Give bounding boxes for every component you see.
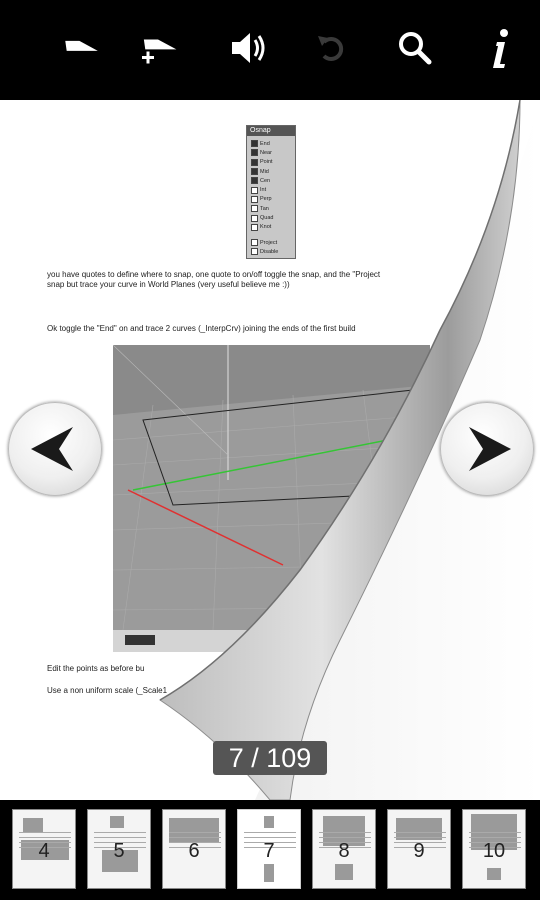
thumbnail-text-line (19, 832, 71, 833)
thumbnail-page-4[interactable] (12, 809, 76, 889)
thumbnail-page-number: 9 (413, 840, 425, 862)
osnap-option-label: Perp (260, 196, 272, 203)
thumbnail-text-line (169, 837, 221, 838)
thumbnail-preview-block (264, 816, 274, 828)
thumbnail-text-line (169, 832, 221, 833)
osnap-option-label: Near (260, 149, 272, 156)
thumbnail-text-line (94, 837, 146, 838)
next-page-button[interactable] (440, 402, 534, 496)
thumbnail-text-line (469, 837, 521, 838)
osnap-option-label: Cen (260, 177, 271, 184)
thumbnail-text-line (469, 832, 521, 833)
bookmark-button[interactable] (48, 18, 108, 78)
thumbnail-page-10[interactable] (462, 809, 526, 889)
add-bookmark-button[interactable] (128, 18, 188, 78)
top-toolbar (0, 0, 540, 100)
thumbnail-text-line (319, 832, 371, 833)
thumbnail-page-number: 4 (38, 840, 50, 862)
thumbnail-text-line (19, 837, 71, 838)
undo-icon (312, 28, 352, 68)
thumbnail-page-8[interactable] (312, 809, 376, 889)
thumbnail-page-number: 10 (482, 840, 506, 862)
osnap-option-label: Point (260, 159, 273, 166)
thumbnail-text-line (394, 832, 446, 833)
osnap-option-label: Quad (260, 215, 274, 222)
doc-text-para4: Edit the points as before bu (47, 664, 145, 673)
previous-page-button[interactable] (8, 402, 102, 496)
bookmark-icon (58, 28, 98, 68)
thumbnail-preview-block (169, 818, 219, 842)
speaker-icon (226, 26, 270, 70)
thumbnail-strip (0, 800, 540, 900)
thumbnail-preview-block (23, 818, 43, 832)
thumbnail-text-line (394, 837, 446, 838)
doc-text-para2: Ok toggle the "End" on and trace 2 curves (_InterpCrv) joining the ends of the first build (47, 324, 356, 333)
thumbnail-text-line (319, 837, 371, 838)
speaker-button[interactable] (218, 18, 278, 78)
thumbnail-preview-block (487, 868, 501, 880)
arrow-left-icon (9, 403, 101, 495)
search-icon (395, 28, 435, 68)
doc-text-para1-line2: snap but trace your curve in World Planes (very useful believe me :)) (47, 280, 290, 289)
thumbnail-page-number: 5 (113, 840, 125, 862)
thumbnail-preview-block (110, 816, 124, 828)
osnap-option-label: Project (260, 239, 278, 246)
osnap-option-label: Disable (260, 248, 279, 255)
search-button[interactable] (385, 18, 445, 78)
osnap-option-label: Int (260, 187, 267, 194)
info-button[interactable] (470, 18, 530, 78)
thumbnail-page-number: 6 (188, 840, 200, 862)
osnap-option-label: Mid (260, 168, 269, 175)
thumbnail-page-number: 7 (263, 840, 275, 862)
doc-text-para1-line1: you have quotes to define where to snap, one quote to on/off toggle the snap, and the "Project (47, 270, 381, 279)
thumbnail-page-9[interactable] (387, 809, 451, 889)
thumbnail-text-line (94, 832, 146, 833)
thumbnail-preview-block (335, 864, 353, 880)
osnap-panel-title: Osnap (247, 126, 295, 136)
doc-text-para5: Use a non uniform scale (_Scale1 (47, 686, 168, 695)
osnap-option-label: Knot (260, 224, 272, 231)
thumbnail-text-line (244, 832, 296, 833)
info-icon (480, 26, 520, 70)
thumbnail-page-7[interactable] (237, 809, 301, 889)
undo-button[interactable] (302, 18, 362, 78)
osnap-option-label: End (260, 140, 270, 147)
thumbnail-text-line (244, 837, 296, 838)
add-bookmark-icon (136, 26, 180, 70)
thumbnail-page-number: 8 (338, 840, 350, 862)
thumbnail-page-6[interactable] (162, 809, 226, 889)
thumbnail-preview-block (264, 864, 274, 882)
osnap-option-label: Tan (260, 205, 269, 212)
arrow-right-icon (441, 403, 533, 495)
page-counter: 7 / 109 (213, 741, 327, 775)
thumbnail-page-5[interactable] (87, 809, 151, 889)
